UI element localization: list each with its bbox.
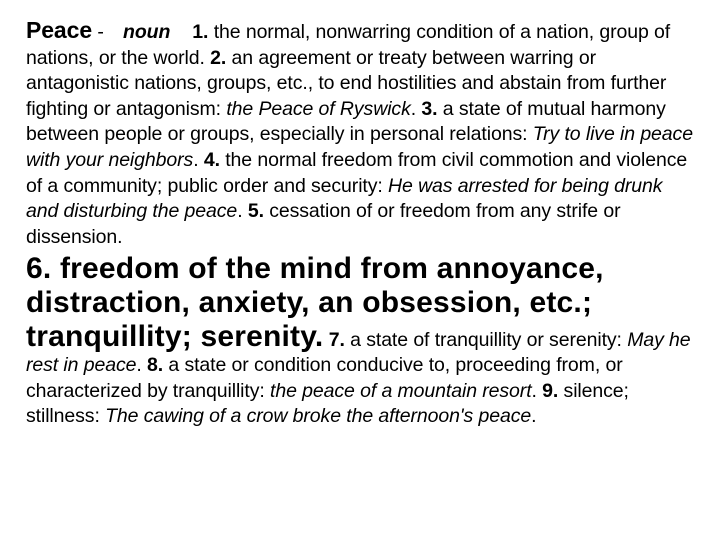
definition-number-3: 3. [421,97,438,120]
definition-number-9: 9. [542,379,559,402]
definition-after-3: . [193,148,204,171]
definition-number-1: 1. [192,21,209,43]
definition-after-4: . [237,200,248,223]
definition-text-7: a state of tranquillity or serenity: [344,328,628,351]
definition-number-5: 5. [247,200,264,223]
definition-after-8: . [531,379,543,402]
definition-text-3: a state of mutual harmony between people or groups, especially in personal relations: [26,97,666,146]
dictionary-entry [26,18,698,430]
definition-example-9: The cawing of a crow broke the afternoon's peace [105,405,532,428]
definition-number-6: 6. [26,252,52,286]
definition-text-5: cessation of or freedom from any strife or dissension. [26,200,621,248]
definition-example-4: He was arrested for being drunk and disturbing the peace [26,174,663,223]
part-of-speech: noun [123,21,171,43]
definition-example-8: the peace of a mountain resort [270,379,532,402]
definitions-block-2 [26,252,698,430]
definition-text-8: a state or condition conducive to, proceeding from, or characterized by tranquillity: [26,354,623,402]
definition-text-6: freedom of the mind from annoyance, distraction, anxiety, an obsession, etc.; tranquillity; serenity. [26,252,604,353]
definition-text-4: the normal freedom from civil commotion and violence of a community; public order and security: [26,148,688,197]
headword-dash: - [92,21,110,43]
definition-text-1: the normal, nonwarring condition of a nation, group of nations, or the world. [26,21,671,69]
definitions-block-1 [26,18,698,250]
definition-after-2: . [410,97,422,120]
definition-after-9: . [531,405,537,428]
definition-text-9: silence; stillness: [26,379,629,428]
definition-number-4: 4. [203,148,220,171]
headword: Peace [26,17,93,43]
definition-example-3: Try to live in peace with your neighbors [26,123,693,171]
definition-number-8: 8. [147,354,164,377]
definition-number-2: 2. [210,46,227,69]
definition-number-7: 7. [328,328,345,351]
definition-after-7: . [136,354,147,377]
definition-example-2: the Peace of Ryswick [226,97,411,120]
definition-example-7: May he rest in peace [26,328,691,377]
definition-text-2: an agreement or treaty between warring or antagonistic nations, groups, etc., to end hostilities and abstain from further fighting or antagonism: [26,46,667,120]
